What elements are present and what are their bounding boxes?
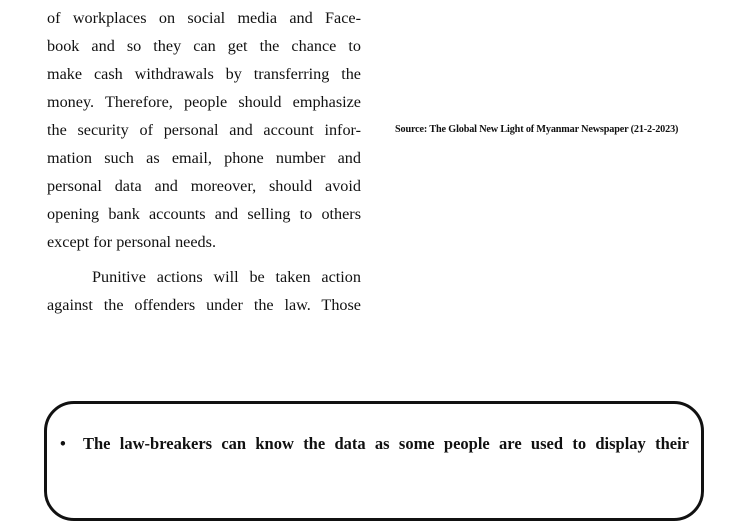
text-line: opening bank accounts and selling to others bbox=[47, 205, 361, 223]
text-line: mation such as email, phone number and bbox=[47, 149, 361, 167]
callout-box bbox=[44, 401, 704, 521]
text-line: except for personal needs. bbox=[47, 233, 216, 251]
text-line: make cash withdrawals by transferring the bbox=[47, 65, 361, 83]
text-line: personal data and moreover, should avoid bbox=[47, 177, 361, 195]
source-caption: Source: The Global New Light of Myanmar Newspaper (21-2-2023) bbox=[395, 124, 679, 135]
text-line: money. Therefore, people should emphasize bbox=[47, 93, 361, 111]
paragraph-1 bbox=[47, 4, 361, 256]
text-line: of workplaces on social media and Face- bbox=[47, 9, 361, 27]
bullet-icon: • bbox=[60, 434, 66, 453]
text-line: Punitive actions will be taken action bbox=[92, 268, 361, 286]
text-line: against the offenders under the law. Those bbox=[47, 296, 361, 314]
text-line: book and so they can get the chance to bbox=[47, 37, 361, 55]
body-text-column bbox=[47, 4, 361, 319]
paragraph-2 bbox=[47, 263, 361, 319]
callout-bullet-text: The law-breakers can know the data as some people are used to display their bbox=[83, 434, 689, 453]
text-line: the security of personal and account infor- bbox=[47, 121, 361, 139]
